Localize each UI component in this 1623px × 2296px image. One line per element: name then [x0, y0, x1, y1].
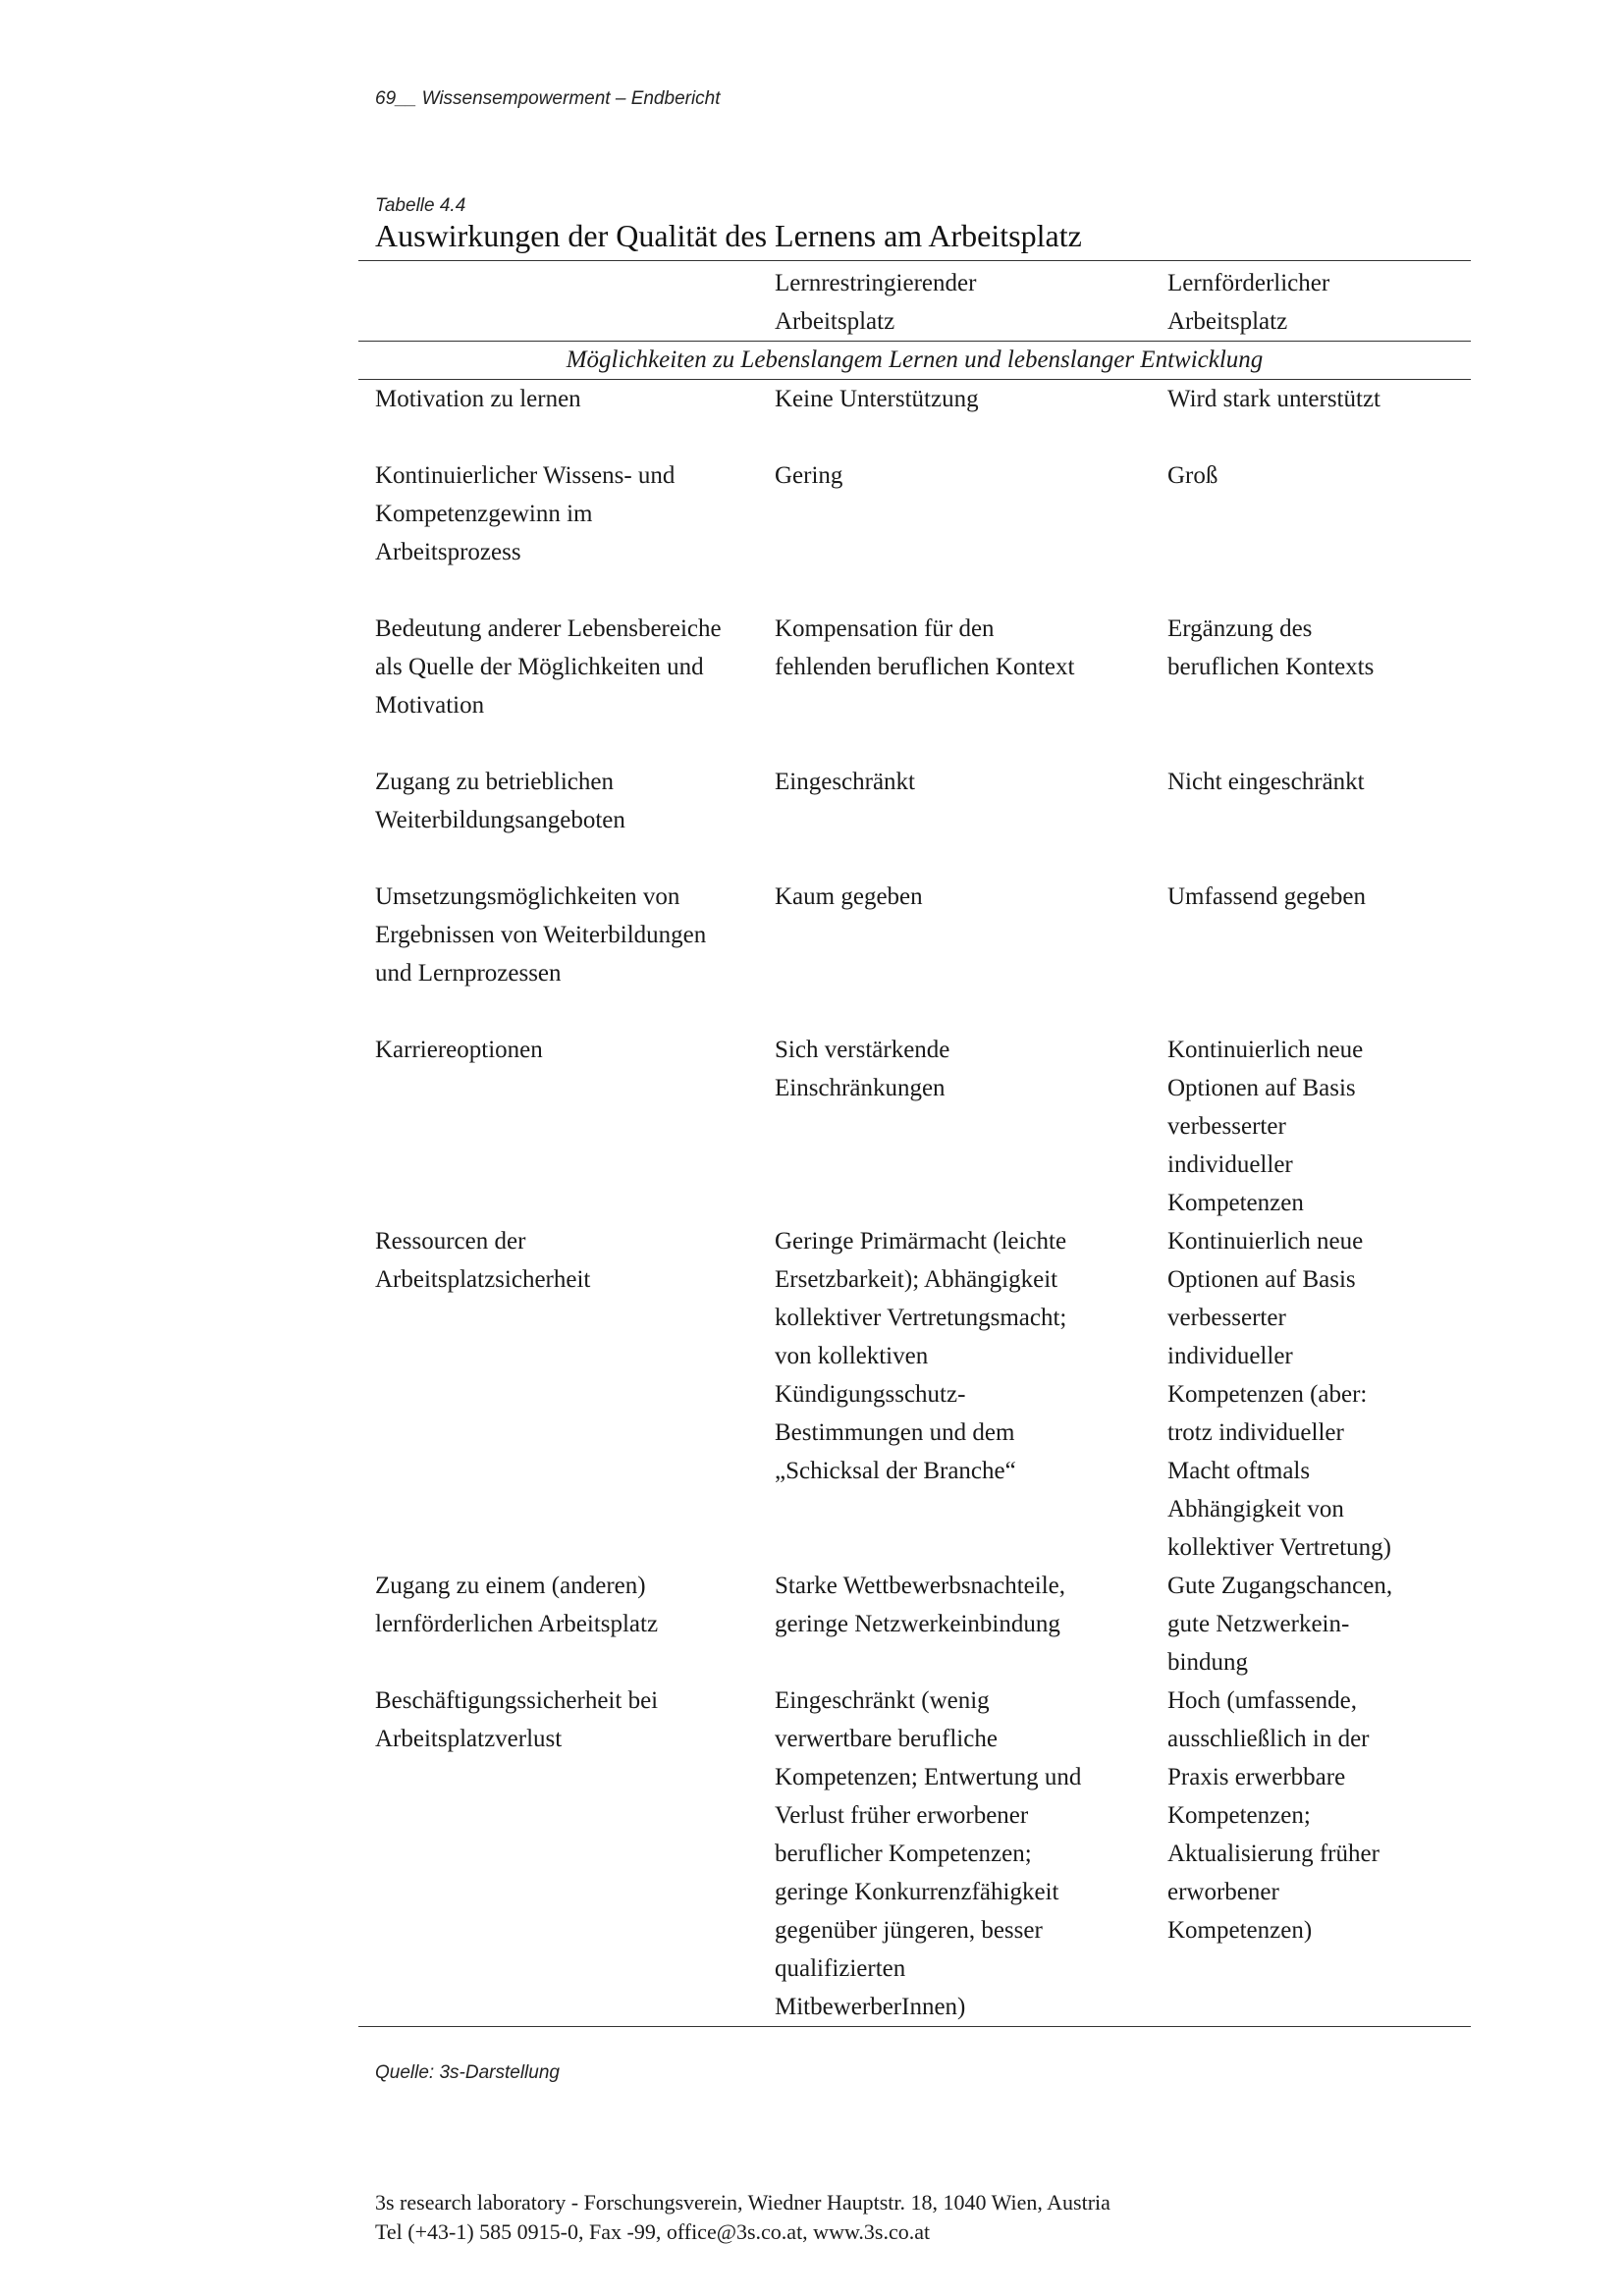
cell-line: MitbewerberInnen)	[775, 1994, 966, 2020]
cell-line: kollektiver Vertretung)	[1167, 1534, 1391, 1561]
cell-line: Abhängigkeit von	[1167, 1496, 1344, 1522]
header-line: Lernförderlicher	[1167, 270, 1330, 296]
cell-line: Bedeutung anderer Lebensbereiche	[375, 615, 722, 642]
header-line: Lernrestringierender	[775, 270, 977, 296]
table-row	[358, 610, 1471, 763]
cell-line: Zugang zu einem (anderen)	[375, 1573, 646, 1599]
table-row	[358, 878, 1471, 1031]
cell-line: verbesserter	[1167, 1113, 1286, 1140]
table-title: Auswirkungen der Qualität des Lernens am Arbeitsplatz	[375, 218, 1082, 253]
cell-line: beruflichen Kontexts	[1167, 654, 1375, 680]
cell-line: Ergänzung des	[1167, 615, 1313, 642]
cell-line: Gering	[775, 462, 843, 489]
cell-line: trotz individueller	[1167, 1419, 1344, 1446]
cell-line: Eingeschränkt (wenig	[775, 1687, 990, 1714]
table-row	[358, 1222, 1471, 1567]
cell-criterion	[358, 456, 775, 610]
cell-line: beruflicher Kompetenzen;	[775, 1841, 1032, 1867]
cell-criterion	[358, 1222, 775, 1567]
cell-criterion	[358, 763, 775, 878]
table-row	[358, 1031, 1471, 1222]
cell-restrictive	[775, 763, 1167, 878]
cell-line: Eingeschränkt	[775, 769, 916, 795]
cell-criterion	[358, 1031, 775, 1222]
cell-line: Nicht eingeschränkt	[1167, 769, 1365, 795]
cell-supportive	[1167, 1031, 1471, 1222]
cell-line: Umfassend gegeben	[1167, 883, 1367, 910]
cell-line: Motivation	[375, 692, 485, 719]
cell-line: Kompetenzen)	[1167, 1917, 1313, 1944]
cell-restrictive	[775, 1567, 1167, 1682]
cell-line: Wird stark unterstützt	[1167, 386, 1380, 412]
cell-supportive	[1167, 878, 1471, 1031]
cell-line: Geringe Primärmacht (leichte	[775, 1228, 1067, 1255]
cell-line: Ressourcen der	[375, 1228, 526, 1255]
cell-line: bindung	[1167, 1649, 1248, 1676]
cell-line: Kompetenzen	[1167, 1190, 1304, 1216]
cell-criterion	[358, 610, 775, 763]
cell-line: Motivation zu lernen	[375, 386, 581, 412]
cell-line: Kaum gegeben	[775, 883, 923, 910]
cell-criterion	[358, 1567, 775, 1682]
table-source: Quelle: 3s-Darstellung	[375, 2062, 560, 2083]
cell-supportive	[1167, 1682, 1471, 2027]
cell-line: verwertbare berufliche	[775, 1726, 998, 1752]
cell-line: gegenüber jüngeren, besser	[775, 1917, 1043, 1944]
cell-line: gute Netzwerkein-	[1167, 1611, 1350, 1637]
cell-line: Kompetenzen;	[1167, 1802, 1311, 1829]
cell-line: Ergebnissen von Weiterbildungen	[375, 922, 707, 948]
cell-restrictive	[775, 456, 1167, 610]
cell-criterion	[358, 380, 775, 457]
cell-line: als Quelle der Möglichkeiten und	[375, 654, 704, 680]
section-heading: Möglichkeiten zu Lebenslangem Lernen und lebenslanger Entwicklung	[358, 342, 1471, 380]
cell-line: Arbeitsplatzsicherheit	[375, 1266, 591, 1293]
running-header	[375, 88, 721, 110]
cell-line: geringe Konkurrenzfähigkeit	[775, 1879, 1059, 1905]
column-header-supportive	[1167, 261, 1471, 342]
cell-supportive	[1167, 763, 1471, 878]
table-label: Tabelle 4.4	[375, 195, 466, 216]
cell-line: Karriereoptionen	[375, 1037, 543, 1063]
cell-line: individueller	[1167, 1343, 1293, 1369]
report-title: Wissensempowerment – Endbericht	[421, 88, 721, 109]
page-footer	[375, 2188, 1110, 2247]
cell-supportive	[1167, 456, 1471, 610]
cell-line: Optionen auf Basis	[1167, 1075, 1356, 1101]
column-header-criterion	[358, 261, 775, 342]
cell-line: Kompensation für den	[775, 615, 995, 642]
table-row	[358, 456, 1471, 610]
cell-line: geringe Netzwerkeinbindung	[775, 1611, 1060, 1637]
cell-line: Praxis erwerbbare	[1167, 1764, 1346, 1790]
cell-line: Zugang zu betrieblichen	[375, 769, 614, 795]
cell-line: Kontinuierlich neue	[1167, 1037, 1364, 1063]
cell-supportive	[1167, 610, 1471, 763]
cell-restrictive	[775, 380, 1167, 457]
cell-line: Kontinuierlich neue	[1167, 1228, 1364, 1255]
header-separator: __	[396, 88, 417, 109]
cell-line: von kollektiven	[775, 1343, 929, 1369]
cell-supportive	[1167, 1222, 1471, 1567]
cell-line: Sich verstärkende	[775, 1037, 950, 1063]
cell-line: Hoch (umfassende,	[1167, 1687, 1357, 1714]
cell-line: kollektiver Vertretungsmacht;	[775, 1305, 1067, 1331]
table-row	[358, 1567, 1471, 1682]
table-section-row	[358, 342, 1471, 380]
cell-line: Arbeitsplatzverlust	[375, 1726, 563, 1752]
cell-line: Macht oftmals	[1167, 1458, 1311, 1484]
cell-line: erworbener	[1167, 1879, 1279, 1905]
cell-line: individueller	[1167, 1151, 1293, 1178]
table-row	[358, 380, 1471, 457]
cell-line: Kompetenzgewinn im	[375, 501, 593, 527]
cell-criterion	[358, 878, 775, 1031]
cell-line: „Schicksal der Branche“	[775, 1458, 1016, 1484]
comparison-table	[358, 260, 1471, 2027]
cell-line: verbesserter	[1167, 1305, 1286, 1331]
cell-line: Optionen auf Basis	[1167, 1266, 1356, 1293]
footer-address: 3s research laboratory - Forschungsverein, Wiedner Hauptstr. 18, 1040 Wien, Austria	[375, 2190, 1110, 2215]
cell-line: Starke Wettbewerbsnachteile,	[775, 1573, 1066, 1599]
header-line: Arbeitsplatz	[1167, 308, 1288, 335]
cell-line: Kündigungsschutz-	[775, 1381, 966, 1408]
cell-line: Bestimmungen und dem	[775, 1419, 1015, 1446]
cell-line: Einschränkungen	[775, 1075, 946, 1101]
cell-line: Kompetenzen (aber:	[1167, 1381, 1368, 1408]
cell-restrictive	[775, 1222, 1167, 1567]
cell-line: Beschäftigungssicherheit bei	[375, 1687, 659, 1714]
cell-line: Kontinuierlicher Wissens- und	[375, 462, 676, 489]
footer-contact: Tel (+43-1) 585 0915-0, Fax -99, office@3s.co.at, www.3s.co.at	[375, 2219, 931, 2244]
cell-line: Keine Unterstützung	[775, 386, 979, 412]
cell-restrictive	[775, 878, 1167, 1031]
cell-line: Verlust früher erworbener	[775, 1802, 1029, 1829]
cell-line: Groß	[1167, 462, 1218, 489]
cell-line: lernförderlichen Arbeitsplatz	[375, 1611, 659, 1637]
cell-line: Gute Zugangschancen,	[1167, 1573, 1393, 1599]
table-row	[358, 763, 1471, 878]
cell-line: Weiterbildungsangeboten	[375, 807, 625, 833]
cell-line: Aktualisierung früher	[1167, 1841, 1380, 1867]
table-header-row	[358, 261, 1471, 342]
cell-line: Kompetenzen; Entwertung und	[775, 1764, 1082, 1790]
cell-line: und Lernprozessen	[375, 960, 562, 987]
page-number: 69	[375, 88, 397, 109]
header-line: Arbeitsplatz	[775, 308, 895, 335]
cell-supportive	[1167, 380, 1471, 457]
table-container	[358, 260, 1471, 2027]
cell-criterion	[358, 1682, 775, 2027]
cell-restrictive	[775, 1031, 1167, 1222]
cell-line: qualifizierten	[775, 1955, 906, 1982]
cell-restrictive	[775, 610, 1167, 763]
cell-line: Umsetzungsmöglichkeiten von	[375, 883, 680, 910]
cell-restrictive	[775, 1682, 1167, 2027]
cell-line: fehlenden beruflichen Kontext	[775, 654, 1075, 680]
cell-supportive	[1167, 1567, 1471, 1682]
cell-line: Arbeitsprozess	[375, 539, 521, 565]
cell-line: Ersetzbarkeit); Abhängigkeit	[775, 1266, 1058, 1293]
column-header-restrictive	[775, 261, 1167, 342]
cell-line: ausschließlich in der	[1167, 1726, 1370, 1752]
table-row	[358, 1682, 1471, 2027]
table-body	[358, 380, 1471, 2027]
